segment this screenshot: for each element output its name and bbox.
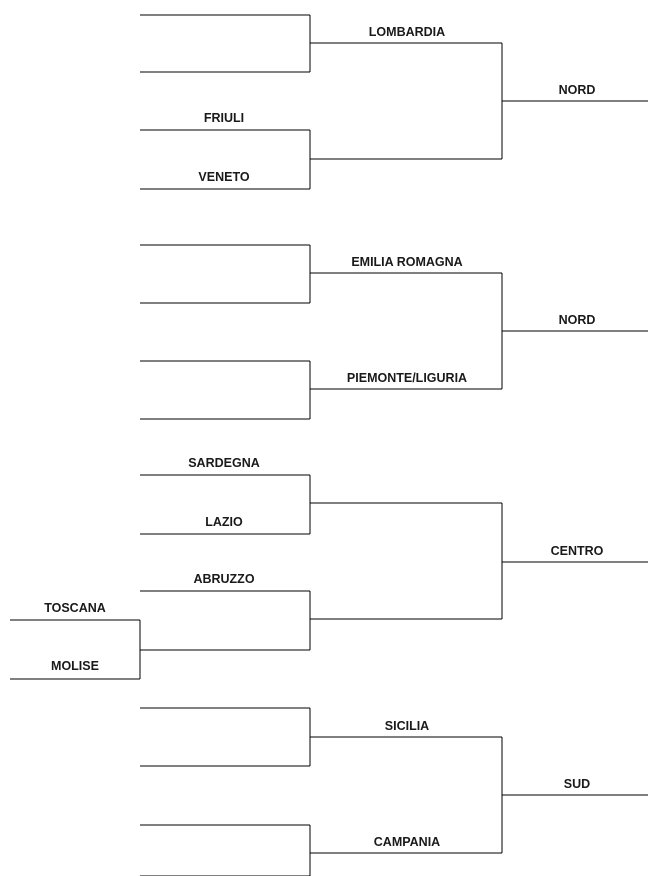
team-campania: CAMPANIA [373, 835, 441, 849]
team-veneto: VENETO [198, 170, 250, 184]
group-nord-2: NORD [558, 313, 596, 327]
group-sud: SUD [563, 777, 591, 791]
round-2 [310, 25, 502, 853]
round-1 [140, 15, 310, 876]
team-friuli: FRIULI [203, 111, 245, 125]
team-molise: MOLISE [51, 659, 99, 673]
team-sicilia: SICILIA [384, 719, 430, 733]
preliminary-round [10, 601, 140, 679]
team-lombardia: LOMBARDIA [368, 25, 446, 39]
group-nord-1: NORD [558, 83, 596, 97]
final-round [502, 83, 648, 795]
team-toscana: TOSCANA [44, 601, 106, 615]
team-piemonte-liguria: PIEMONTE/LIGURIA [346, 371, 468, 385]
team-abruzzo: ABRUZZO [193, 572, 255, 586]
team-sardegna: SARDEGNA [188, 456, 260, 470]
team-emilia-romagna: EMILIA ROMAGNA [351, 255, 463, 269]
team-lazio: LAZIO [205, 515, 243, 529]
group-centro: CENTRO [550, 544, 604, 558]
